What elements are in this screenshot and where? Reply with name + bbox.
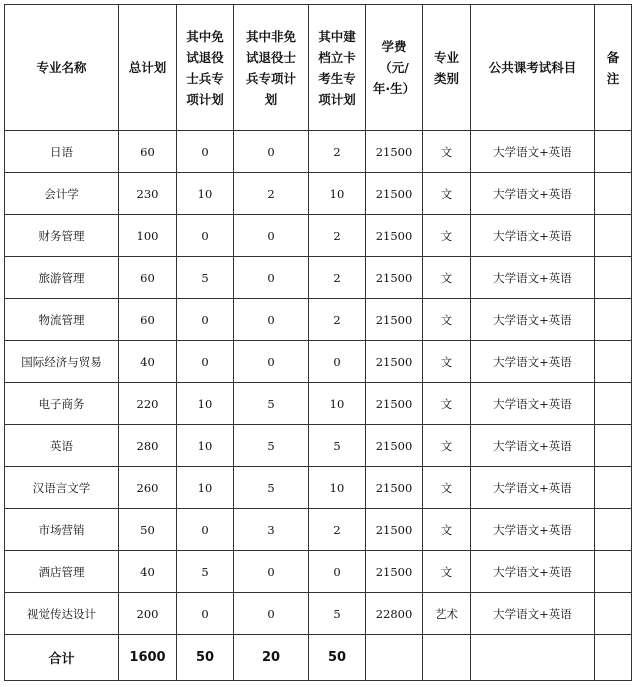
cell-category: 文 — [423, 425, 471, 467]
cell-note — [595, 299, 632, 341]
cell-note — [595, 215, 632, 257]
cell-veteran-non-exempt: 0 — [234, 299, 309, 341]
header-poverty-plan — [309, 5, 366, 131]
table-row — [5, 425, 632, 467]
cell-major: 会计学 — [5, 173, 119, 215]
table-row — [5, 173, 632, 215]
cell-major: 英语 — [5, 425, 119, 467]
cell-category: 艺术 — [423, 593, 471, 635]
cell-note — [595, 467, 632, 509]
cell-veteran-non-exempt: 3 — [234, 509, 309, 551]
cell-exam: 大学语文+英语 — [471, 425, 595, 467]
header-text — [607, 47, 620, 89]
table-row — [5, 257, 632, 299]
header-line: 其中建 — [318, 28, 356, 44]
cell-note — [595, 593, 632, 635]
table-row — [5, 509, 632, 551]
cell-veteran-exempt: 0 — [177, 299, 234, 341]
cell-veteran-non-exempt: 0 — [234, 215, 309, 257]
header-text — [434, 47, 459, 89]
cell-tuition: 21500 — [366, 509, 423, 551]
cell-poverty: 2 — [309, 299, 366, 341]
header-line: 备 — [606, 49, 620, 65]
cell-major: 视觉传达设计 — [5, 593, 119, 635]
cell-major: 财务管理 — [5, 215, 119, 257]
totals-category — [423, 635, 471, 681]
table-row — [5, 131, 632, 173]
header-total-plan — [119, 5, 177, 131]
cell-poverty: 0 — [309, 551, 366, 593]
header-line: 考生专 — [318, 70, 356, 86]
cell-poverty: 10 — [309, 173, 366, 215]
cell-total: 230 — [119, 173, 177, 215]
header-line: 其中非免 — [245, 28, 296, 44]
header-veteran-non-exempt — [234, 5, 309, 131]
cell-total: 60 — [119, 131, 177, 173]
header-category — [423, 5, 471, 131]
totals-veteran-non-exempt: 20 — [234, 635, 309, 681]
cell-veteran-exempt: 10 — [177, 425, 234, 467]
cell-note — [595, 425, 632, 467]
table-row — [5, 467, 632, 509]
header-line: 公共课考试科目 — [488, 60, 577, 75]
cell-tuition: 21500 — [366, 299, 423, 341]
table-row — [5, 593, 632, 635]
header-line: 专业 — [433, 49, 459, 65]
totals-exam — [471, 635, 595, 681]
cell-total: 220 — [119, 383, 177, 425]
header-text — [246, 26, 296, 110]
cell-veteran-non-exempt: 0 — [234, 131, 309, 173]
cell-exam: 大学语文+英语 — [471, 341, 595, 383]
cell-tuition: 21500 — [366, 425, 423, 467]
cell-category: 文 — [423, 299, 471, 341]
cell-category: 文 — [423, 383, 471, 425]
cell-total: 100 — [119, 215, 177, 257]
cell-poverty: 2 — [309, 131, 366, 173]
totals-poverty: 50 — [309, 635, 366, 681]
table-row — [5, 383, 632, 425]
totals-total: 1600 — [119, 635, 177, 681]
header-veteran-exempt — [177, 5, 234, 131]
cell-exam: 大学语文+英语 — [471, 173, 595, 215]
cell-note — [595, 341, 632, 383]
cell-exam: 大学语文+英语 — [471, 593, 595, 635]
header-line: 项计划 — [186, 91, 224, 107]
cell-poverty: 2 — [309, 215, 366, 257]
header-text — [129, 57, 167, 78]
header-line: 类别 — [433, 70, 459, 86]
header-line: 士兵专 — [186, 70, 224, 86]
cell-veteran-exempt: 0 — [177, 593, 234, 635]
cell-tuition: 21500 — [366, 551, 423, 593]
cell-major: 酒店管理 — [5, 551, 119, 593]
cell-category: 文 — [423, 551, 471, 593]
header-text — [489, 57, 577, 78]
cell-veteran-exempt: 10 — [177, 173, 234, 215]
cell-veteran-exempt: 5 — [177, 551, 234, 593]
cell-poverty: 10 — [309, 383, 366, 425]
cell-poverty: 2 — [309, 509, 366, 551]
header-line: 档立卡 — [318, 49, 356, 65]
header-tuition — [366, 5, 423, 131]
cell-veteran-exempt: 5 — [177, 257, 234, 299]
header-line: 划 — [264, 91, 278, 107]
cell-exam: 大学语文+英语 — [471, 131, 595, 173]
header-notes — [595, 5, 632, 131]
cell-exam: 大学语文+英语 — [471, 383, 595, 425]
header-line: 总计划 — [128, 60, 167, 75]
header-major-name — [5, 5, 119, 131]
header-line: 学费 — [381, 39, 407, 54]
cell-exam: 大学语文+英语 — [471, 551, 595, 593]
cell-exam: 大学语文+英语 — [471, 467, 595, 509]
cell-exam: 大学语文+英语 — [471, 299, 595, 341]
header-text — [186, 26, 224, 110]
cell-total: 60 — [119, 299, 177, 341]
cell-category: 文 — [423, 215, 471, 257]
header-line: 试退役 — [186, 49, 224, 65]
cell-tuition: 21500 — [366, 173, 423, 215]
header-exam-subjects — [471, 5, 595, 131]
cell-veteran-non-exempt: 0 — [234, 551, 309, 593]
cell-total: 40 — [119, 551, 177, 593]
cell-major: 电子商务 — [5, 383, 119, 425]
cell-note — [595, 551, 632, 593]
cell-exam: 大学语文+英语 — [471, 257, 595, 299]
cell-major: 汉语言文学 — [5, 467, 119, 509]
cell-poverty: 5 — [309, 593, 366, 635]
cell-poverty: 0 — [309, 341, 366, 383]
totals-label: 合计 — [5, 635, 119, 681]
cell-category: 文 — [423, 173, 471, 215]
cell-category: 文 — [423, 131, 471, 173]
header-line: 注 — [606, 70, 620, 86]
header-line: （元/ — [379, 60, 409, 75]
cell-major: 旅游管理 — [5, 257, 119, 299]
header-text — [318, 26, 356, 110]
cell-exam: 大学语文+英语 — [471, 215, 595, 257]
table-row — [5, 341, 632, 383]
cell-total: 200 — [119, 593, 177, 635]
cell-major: 物流管理 — [5, 299, 119, 341]
cell-tuition: 21500 — [366, 383, 423, 425]
cell-veteran-non-exempt: 5 — [234, 425, 309, 467]
cell-note — [595, 257, 632, 299]
cell-tuition: 21500 — [366, 257, 423, 299]
cell-veteran-non-exempt: 2 — [234, 173, 309, 215]
cell-veteran-non-exempt: 0 — [234, 341, 309, 383]
cell-category: 文 — [423, 257, 471, 299]
cell-category: 文 — [423, 341, 471, 383]
cell-total: 50 — [119, 509, 177, 551]
header-line: 项计划 — [318, 91, 356, 107]
cell-exam: 大学语文+英语 — [471, 509, 595, 551]
header-text — [373, 36, 415, 99]
header-row — [5, 5, 632, 131]
cell-total: 60 — [119, 257, 177, 299]
cell-major: 市场营销 — [5, 509, 119, 551]
cell-major: 日语 — [5, 131, 119, 173]
cell-note — [595, 383, 632, 425]
cell-tuition: 21500 — [366, 131, 423, 173]
header-line: 试退役士 — [245, 49, 296, 65]
cell-category: 文 — [423, 467, 471, 509]
cell-poverty: 5 — [309, 425, 366, 467]
cell-major: 国际经济与贸易 — [5, 341, 119, 383]
totals-row — [5, 635, 632, 681]
header-line: 年·生） — [372, 81, 416, 96]
table-body — [5, 131, 632, 681]
cell-total: 260 — [119, 467, 177, 509]
cell-veteran-exempt: 0 — [177, 509, 234, 551]
totals-note — [595, 635, 632, 681]
cell-note — [595, 173, 632, 215]
header-text — [36, 57, 86, 78]
cell-veteran-exempt: 0 — [177, 215, 234, 257]
cell-veteran-non-exempt: 5 — [234, 383, 309, 425]
cell-note — [595, 131, 632, 173]
cell-note — [595, 509, 632, 551]
totals-veteran-exempt: 50 — [177, 635, 234, 681]
table-row — [5, 299, 632, 341]
enrollment-plan-table — [4, 4, 632, 681]
header-line: 专业名称 — [36, 60, 87, 75]
cell-tuition: 22800 — [366, 593, 423, 635]
cell-veteran-exempt: 0 — [177, 341, 234, 383]
header-line: 其中免 — [186, 28, 224, 44]
header-line: 兵专项计 — [245, 70, 296, 86]
cell-veteran-non-exempt: 0 — [234, 257, 309, 299]
cell-category: 文 — [423, 509, 471, 551]
cell-veteran-non-exempt: 5 — [234, 467, 309, 509]
table-row — [5, 551, 632, 593]
totals-tuition — [366, 635, 423, 681]
cell-total: 40 — [119, 341, 177, 383]
cell-veteran-exempt: 0 — [177, 131, 234, 173]
cell-veteran-exempt: 10 — [177, 467, 234, 509]
cell-poverty: 2 — [309, 257, 366, 299]
cell-tuition: 21500 — [366, 467, 423, 509]
cell-total: 280 — [119, 425, 177, 467]
cell-tuition: 21500 — [366, 215, 423, 257]
cell-veteran-exempt: 10 — [177, 383, 234, 425]
cell-tuition: 21500 — [366, 341, 423, 383]
cell-veteran-non-exempt: 0 — [234, 593, 309, 635]
table-row — [5, 215, 632, 257]
cell-poverty: 10 — [309, 467, 366, 509]
